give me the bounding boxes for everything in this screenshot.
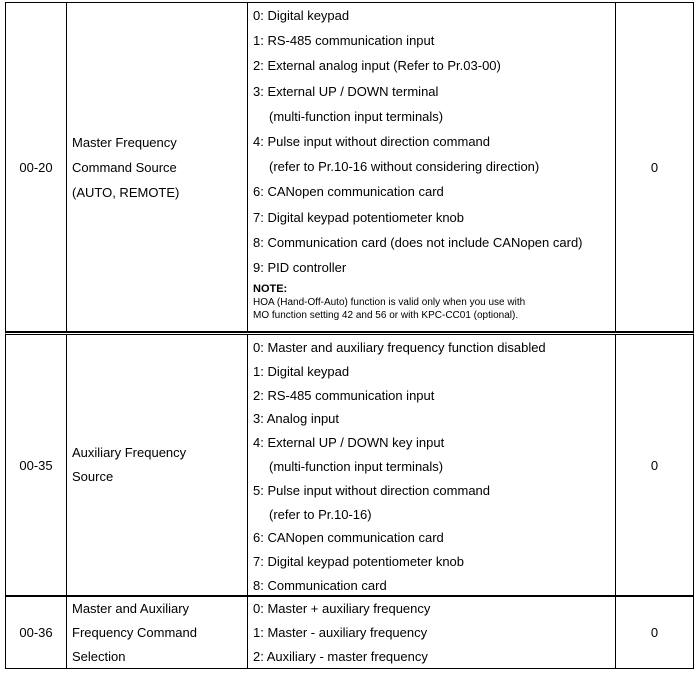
setting-option: 1: Digital keypad bbox=[253, 363, 350, 379]
param-code: 00-36 bbox=[6, 597, 67, 668]
param-name bbox=[67, 597, 248, 668]
param-name-line: (AUTO, REMOTE) bbox=[72, 184, 180, 200]
setting-option: (multi-function input terminals) bbox=[269, 458, 444, 474]
setting-option: 3: External UP / DOWN terminal bbox=[253, 83, 439, 99]
param-code: 00-20 bbox=[6, 3, 67, 331]
default-value: 0 bbox=[650, 457, 659, 473]
param-name-line: Master Frequency bbox=[72, 134, 177, 150]
param-name-line: Source bbox=[72, 469, 114, 484]
setting-option: 0: Master + auxiliary frequency bbox=[253, 601, 431, 616]
param-name-line: Auxiliary Frequency bbox=[72, 445, 187, 460]
setting-option: 2: External analog input (Refer to Pr.03-00) bbox=[253, 58, 501, 74]
settings-cell bbox=[248, 597, 616, 668]
param-name-line: Command Source bbox=[72, 159, 177, 175]
note-text: MO function setting 42 and 56 or with KPC-CC01 (optional). bbox=[253, 310, 519, 322]
settings-cell bbox=[248, 335, 616, 595]
setting-option: (multi-function input terminals) bbox=[269, 108, 444, 124]
param-name bbox=[67, 335, 248, 595]
setting-option: 6: CANopen communication card bbox=[253, 530, 444, 546]
setting-option: 0: Digital keypad bbox=[253, 8, 350, 23]
table-row bbox=[5, 2, 694, 332]
setting-option: 5: Pulse input without direction command bbox=[253, 482, 491, 498]
setting-option: 4: Pulse input without direction command bbox=[253, 134, 491, 150]
setting-option: 8: Communication card (does not include CANopen card) bbox=[253, 234, 583, 250]
setting-option: 1: RS-485 communication input bbox=[253, 33, 435, 49]
table-row bbox=[5, 332, 694, 596]
setting-option: 7: Digital keypad potentiometer knob bbox=[253, 554, 465, 570]
default-value: 0 bbox=[650, 625, 659, 640]
setting-option: 9: PID controller bbox=[253, 260, 347, 276]
setting-option: (refer to Pr.10-16 without considering direction) bbox=[269, 159, 540, 175]
setting-option: 7: Digital keypad potentiometer knob bbox=[253, 209, 465, 225]
note-heading: NOTE: bbox=[253, 283, 288, 296]
setting-option: (refer to Pr.10-16) bbox=[269, 506, 372, 522]
default-value: 0 bbox=[650, 159, 659, 175]
setting-option: 8: Communication card bbox=[253, 577, 387, 593]
setting-option: 6: CANopen communication card bbox=[253, 184, 444, 200]
setting-option: 1: Master - auxiliary frequency bbox=[253, 624, 428, 640]
setting-option: 2: Auxiliary - master frequency bbox=[253, 648, 428, 664]
param-code: 00-35 bbox=[6, 335, 67, 595]
settings-cell bbox=[248, 3, 616, 331]
table-row bbox=[5, 596, 694, 669]
param-name-line: Frequency Command bbox=[72, 624, 197, 640]
parameter-table bbox=[5, 2, 694, 669]
param-name-line: Selection bbox=[72, 648, 126, 664]
param-name bbox=[67, 3, 248, 331]
param-name-line: Master and Auxiliary bbox=[72, 600, 190, 616]
setting-option: 4: External UP / DOWN key input bbox=[253, 435, 445, 451]
setting-option: 3: Analog input bbox=[253, 411, 340, 427]
setting-option: 0: Master and auxiliary frequency function disabled bbox=[253, 340, 546, 355]
setting-option: 2: RS-485 communication input bbox=[253, 387, 435, 403]
note-text: HOA (Hand-Off-Auto) function is valid only when you use with bbox=[253, 297, 526, 309]
